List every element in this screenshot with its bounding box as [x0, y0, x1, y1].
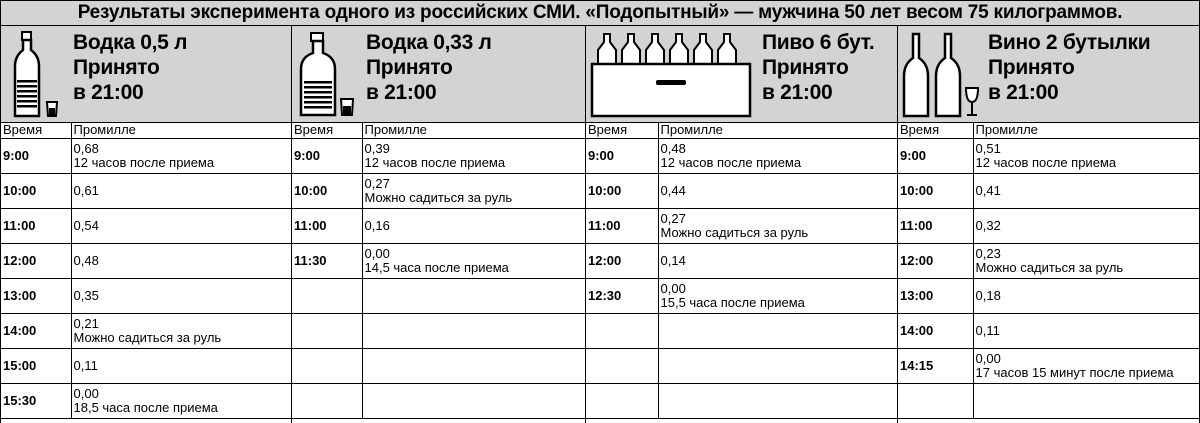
table-row — [898, 243, 1200, 278]
time-cell: 11:00 — [1, 208, 71, 243]
column-header-row — [1, 123, 291, 138]
permille-value: 0,21 — [73, 315, 99, 331]
permille-note: Можно садиться за руль — [364, 189, 513, 205]
panel-vodka-05 — [0, 26, 291, 423]
permille-value: 0,41 — [975, 182, 1001, 198]
column-header-row — [292, 123, 585, 138]
permille-value: 0,00 — [660, 280, 686, 296]
table-row — [586, 243, 897, 278]
permille-value: 0,32 — [975, 217, 1001, 233]
table-row — [898, 208, 1200, 243]
permille-value: 0,00 — [364, 245, 390, 261]
time-cell: 9:00 — [898, 138, 973, 173]
time-cell: 12:00 — [586, 243, 658, 278]
vodka-bottle-icon — [11, 30, 63, 120]
permille-value: 0,44 — [660, 182, 686, 198]
drink-name: Водка 0,5 л — [73, 31, 188, 54]
time-cell: 10:00 — [1, 173, 71, 208]
permille-note: 18,5 часа после приема — [73, 399, 218, 415]
table-row — [292, 348, 585, 383]
permille-value: 0,35 — [73, 287, 99, 303]
time-cell: 14:00 — [1, 313, 71, 348]
permille-cell — [71, 138, 291, 173]
time-cell — [586, 383, 658, 418]
column-header-permille: Промилле — [658, 123, 897, 138]
permille-cell — [71, 278, 291, 313]
drink-name: Водка 0,33 л — [366, 31, 492, 54]
permille-cell — [658, 313, 897, 348]
vodka-flask-icon — [297, 31, 359, 119]
time-cell: 12:00 — [1, 243, 71, 278]
table-row — [1, 208, 291, 243]
permille-note: Можно садиться за руль — [660, 224, 809, 240]
panel-header — [1, 26, 291, 123]
column-header-time: Время — [292, 123, 362, 138]
permille-note: 17 часов 15 минут после приема — [975, 364, 1174, 380]
permille-note: 12 часов после приема — [73, 154, 215, 170]
time-cell: 12:00 — [898, 243, 973, 278]
panel-beer — [585, 26, 897, 423]
permille-cell — [362, 348, 585, 383]
permille-note: 12 часов после приема — [364, 154, 506, 170]
time-cell: 15:00 — [1, 348, 71, 383]
data-table — [292, 123, 585, 419]
permille-note: 14,5 часа после приема — [364, 259, 509, 275]
permille-cell — [973, 348, 1200, 383]
permille-value: 0,61 — [73, 182, 99, 198]
permille-cell — [973, 208, 1200, 243]
panel-vodka-033 — [291, 26, 585, 423]
time-cell: 14:00 — [898, 313, 973, 348]
permille-value: 0,23 — [975, 245, 1001, 261]
table-row — [898, 313, 1200, 348]
time-cell: 10:00 — [898, 173, 973, 208]
permille-value: 0,18 — [975, 287, 1001, 303]
table-row — [292, 138, 585, 173]
permille-value: 0,54 — [73, 217, 99, 233]
table-row — [586, 173, 897, 208]
permille-cell — [362, 208, 585, 243]
table-row — [586, 208, 897, 243]
permille-note: Можно садиться за руль — [73, 329, 222, 345]
permille-note: 12 часов после приема — [975, 154, 1117, 170]
permille-cell — [71, 348, 291, 383]
table-row — [1, 173, 291, 208]
table-row — [898, 138, 1200, 173]
wine-bottles-icon — [902, 32, 982, 120]
permille-value: 0,00 — [975, 350, 1001, 366]
taken-label: Принято — [988, 56, 1075, 79]
table-row — [586, 138, 897, 173]
permille-value: 0,48 — [660, 140, 686, 156]
column-header-time: Время — [898, 123, 973, 138]
time-cell: 13:00 — [1, 278, 71, 313]
time-cell: 9:00 — [586, 138, 658, 173]
permille-cell — [362, 383, 585, 418]
time-cell: 13:00 — [898, 278, 973, 313]
permille-cell — [973, 173, 1200, 208]
permille-cell — [658, 243, 897, 278]
column-header-time: Время — [1, 123, 71, 138]
time-cell — [586, 313, 658, 348]
permille-cell — [362, 243, 585, 278]
time-cell: 14:15 — [898, 348, 973, 383]
column-header-permille: Промилле — [362, 123, 585, 138]
table-row — [292, 278, 585, 313]
permille-cell — [362, 278, 585, 313]
permille-value: 0,39 — [364, 140, 390, 156]
permille-value: 0,16 — [364, 217, 390, 233]
permille-value: 0,51 — [975, 140, 1001, 156]
table-row — [898, 173, 1200, 208]
table-row — [292, 208, 585, 243]
permille-cell — [973, 278, 1200, 313]
table-row — [1, 348, 291, 383]
time-cell: 11:30 — [292, 243, 362, 278]
table-row — [292, 313, 585, 348]
time-cell: 12:30 — [586, 278, 658, 313]
permille-value: 0,11 — [73, 357, 98, 373]
data-table — [898, 123, 1200, 419]
column-header-row — [586, 123, 897, 138]
column-header-permille: Промилле — [973, 123, 1200, 138]
time-cell: 9:00 — [1, 138, 71, 173]
taken-time: в 21:00 — [366, 81, 437, 104]
permille-cell — [362, 313, 585, 348]
table-row — [586, 278, 897, 313]
time-cell: 11:00 — [292, 208, 362, 243]
table-row — [586, 383, 897, 418]
permille-cell — [362, 173, 585, 208]
permille-cell — [658, 208, 897, 243]
permille-value: 0,27 — [364, 175, 390, 191]
time-cell: 11:00 — [586, 208, 658, 243]
taken-label: Принято — [762, 56, 849, 79]
permille-cell — [658, 278, 897, 313]
page-title: Результаты эксперимента одного из российских СМИ. «Подопытный» — мужчина 50 лет весом 75 килограммов. — [0, 0, 1200, 26]
permille-cell — [658, 173, 897, 208]
table-row — [1, 313, 291, 348]
time-cell — [292, 313, 362, 348]
panel-header — [898, 26, 1199, 123]
permille-cell — [658, 383, 897, 418]
column-header-time: Время — [586, 123, 658, 138]
permille-cell — [973, 313, 1200, 348]
panel-header — [292, 26, 585, 123]
table-row — [586, 348, 897, 383]
permille-value: 0,27 — [660, 210, 686, 226]
table-row — [1, 138, 291, 173]
taken-time: в 21:00 — [73, 81, 144, 104]
permille-value: 0,11 — [975, 322, 1000, 338]
permille-cell — [71, 383, 291, 418]
table-row — [586, 313, 897, 348]
permille-cell — [973, 243, 1200, 278]
time-cell — [586, 348, 658, 383]
beer-crate-icon — [590, 30, 754, 118]
taken-label: Принято — [366, 56, 453, 79]
taken-label: Принято — [73, 56, 160, 79]
time-cell — [292, 348, 362, 383]
time-cell: 15:30 — [1, 383, 71, 418]
table-row — [1, 243, 291, 278]
time-cell: 10:00 — [292, 173, 362, 208]
permille-value: 0,48 — [73, 252, 99, 268]
table-row — [898, 348, 1200, 383]
table-row — [1, 383, 291, 418]
panel-header — [586, 26, 897, 123]
column-header-permille: Промилле — [71, 123, 291, 138]
time-cell: 9:00 — [292, 138, 362, 173]
permille-value: 0,68 — [73, 140, 99, 156]
permille-cell — [973, 383, 1200, 418]
permille-cell — [658, 348, 897, 383]
table-row — [1, 278, 291, 313]
time-cell: 11:00 — [898, 208, 973, 243]
panel-wine — [897, 26, 1200, 423]
table-row — [292, 243, 585, 278]
permille-cell — [71, 243, 291, 278]
permille-note: 15,5 часа после приема — [660, 294, 805, 310]
permille-cell — [973, 138, 1200, 173]
permille-cell — [658, 138, 897, 173]
column-header-row — [898, 123, 1200, 138]
table-row — [898, 278, 1200, 313]
table-row — [898, 383, 1200, 418]
taken-time: в 21:00 — [762, 81, 833, 104]
drink-name: Пиво 6 бут. — [762, 31, 875, 54]
permille-cell — [362, 138, 585, 173]
taken-time: в 21:00 — [988, 81, 1059, 104]
table-row — [292, 173, 585, 208]
permille-note: Можно садиться за руль — [975, 259, 1124, 275]
time-cell — [292, 383, 362, 418]
drink-name: Вино 2 бутылки — [988, 31, 1151, 54]
time-cell — [292, 278, 362, 313]
time-cell — [898, 383, 973, 418]
permille-cell — [71, 313, 291, 348]
permille-note: 12 часов после приема — [660, 154, 802, 170]
permille-cell — [71, 208, 291, 243]
data-table — [1, 123, 291, 419]
permille-value: 0,14 — [660, 252, 686, 268]
permille-value: 0,00 — [73, 385, 99, 401]
data-table — [586, 123, 897, 419]
permille-cell — [71, 173, 291, 208]
time-cell: 10:00 — [586, 173, 658, 208]
table-row — [292, 383, 585, 418]
